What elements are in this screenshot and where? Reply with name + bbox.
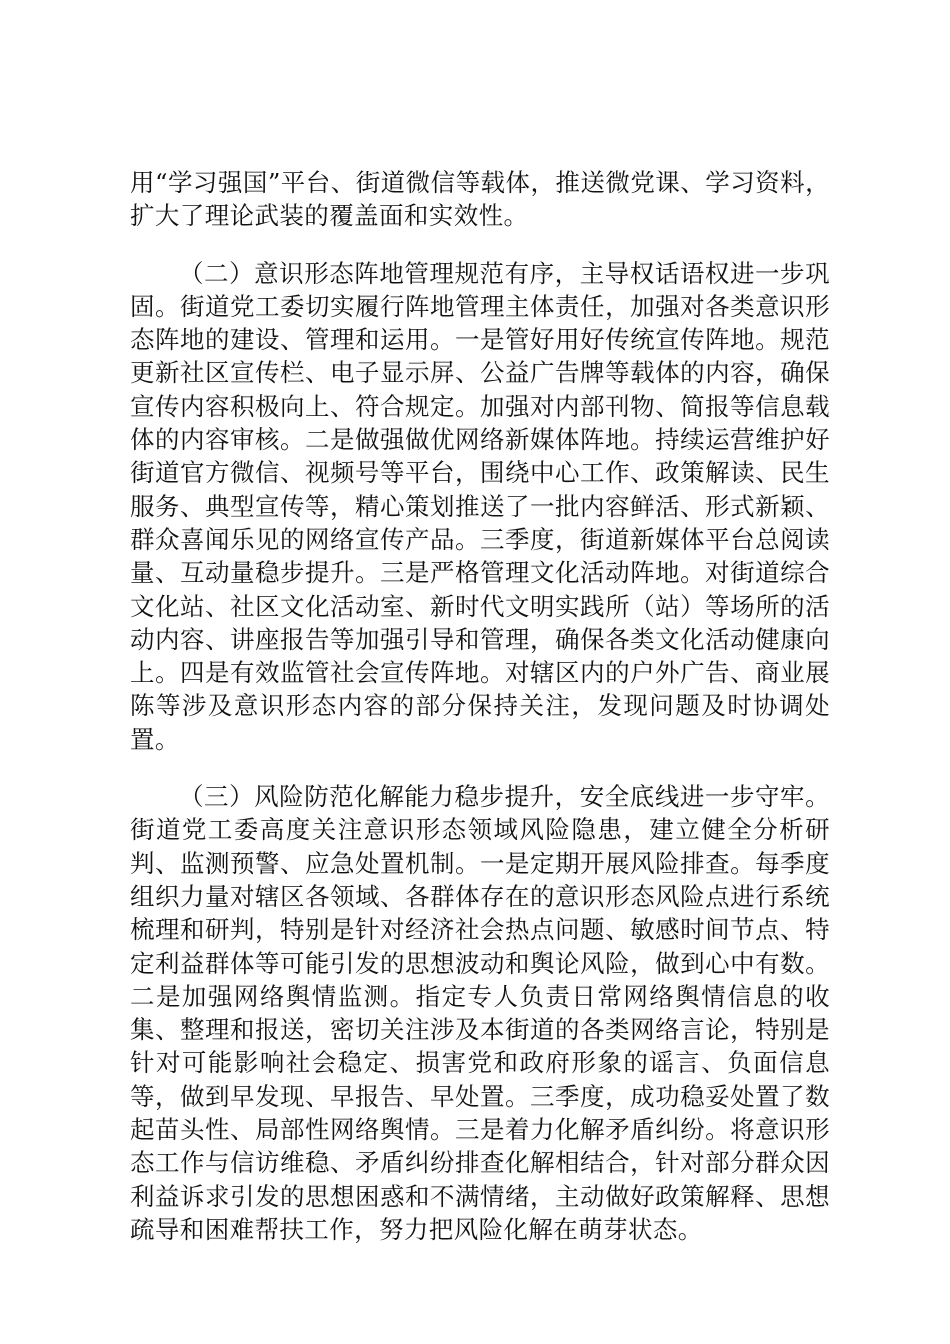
document-body <box>130 166 830 1270</box>
paragraph-continuation: 用“学习强国”平台、街道微信等载体，推送微党课、学习资料，扩大了理论武装的覆盖面和实效性。 <box>130 168 830 231</box>
paragraph-section-two: （二）意识形态阵地管理规范有序，主导权话语权进一步巩固。街道党工委切实履行阵地管理主体责任，加强对各类意识形态阵地的建设、管理和运用。一是管好用好传统宣传阵地。规范更新社区宣传栏、电子显示屏、公益广告牌等载体的内容，确保宣传内容积极向上、符合规定。加强对内部刊物、简报等信息载体的内容审核。二是做强做优网络新媒体阵地。持续运营维护好街道官方微信、视频号等平台，围绕中心工作、政策解读、民生服务、典型宣传等，精心策划推送了一批内容鲜活、形式新颖、群众喜闻乐见的网络宣传产品。三季度，街道新媒体平台总阅读量、互动量稳步提升。三是严格管理文化活动阵地。对街道综合文化站、社区文化活动室、新时代文明实践所（站）等场所的活动内容、讲座报告等加强引导和管理，确保各类文化活动健康向上。四是有效监管社会宣传阵地。对辖区内的户外广告、商业展陈等涉及意识形态内容的部分保持关注，发现问题及时协调处置。 <box>130 258 830 754</box>
paragraph-section-three: （三）风险防范化解能力稳步提升，安全底线进一步守牢。街道党工委高度关注意识形态领域风险隐患，建立健全分析研判、监测预警、应急处置机制。一是定期开展风险排查。每季度组织力量对辖区各领域、各群体存在的意识形态风险点进行系统梳理和研判，特别是针对经济社会热点问题、敏感时间节点、特定利益群体等可能引发的思想波动和舆论风险，做到心中有数。二是加强网络舆情监测。指定专人负责日常网络舆情信息的收集、整理和报送，密切关注涉及本街道的各类网络言论，特别是针对可能影响社会稳定、损害党和政府形象的谣言、负面信息等，做到早发现、早报告、早处置。三季度，成功稳妥处置了数起苗头性、局部性网络舆情。三是着力化解矛盾纠纷。将意识形态工作与信访维稳、矛盾纠纷排查化解相结合，针对部分群众因利益诉求引发的思想困惑和不满情绪，主动做好政策解释、思想疏导和困难帮扶工作，努力把风险化解在萌芽状态。 <box>130 782 830 1244</box>
